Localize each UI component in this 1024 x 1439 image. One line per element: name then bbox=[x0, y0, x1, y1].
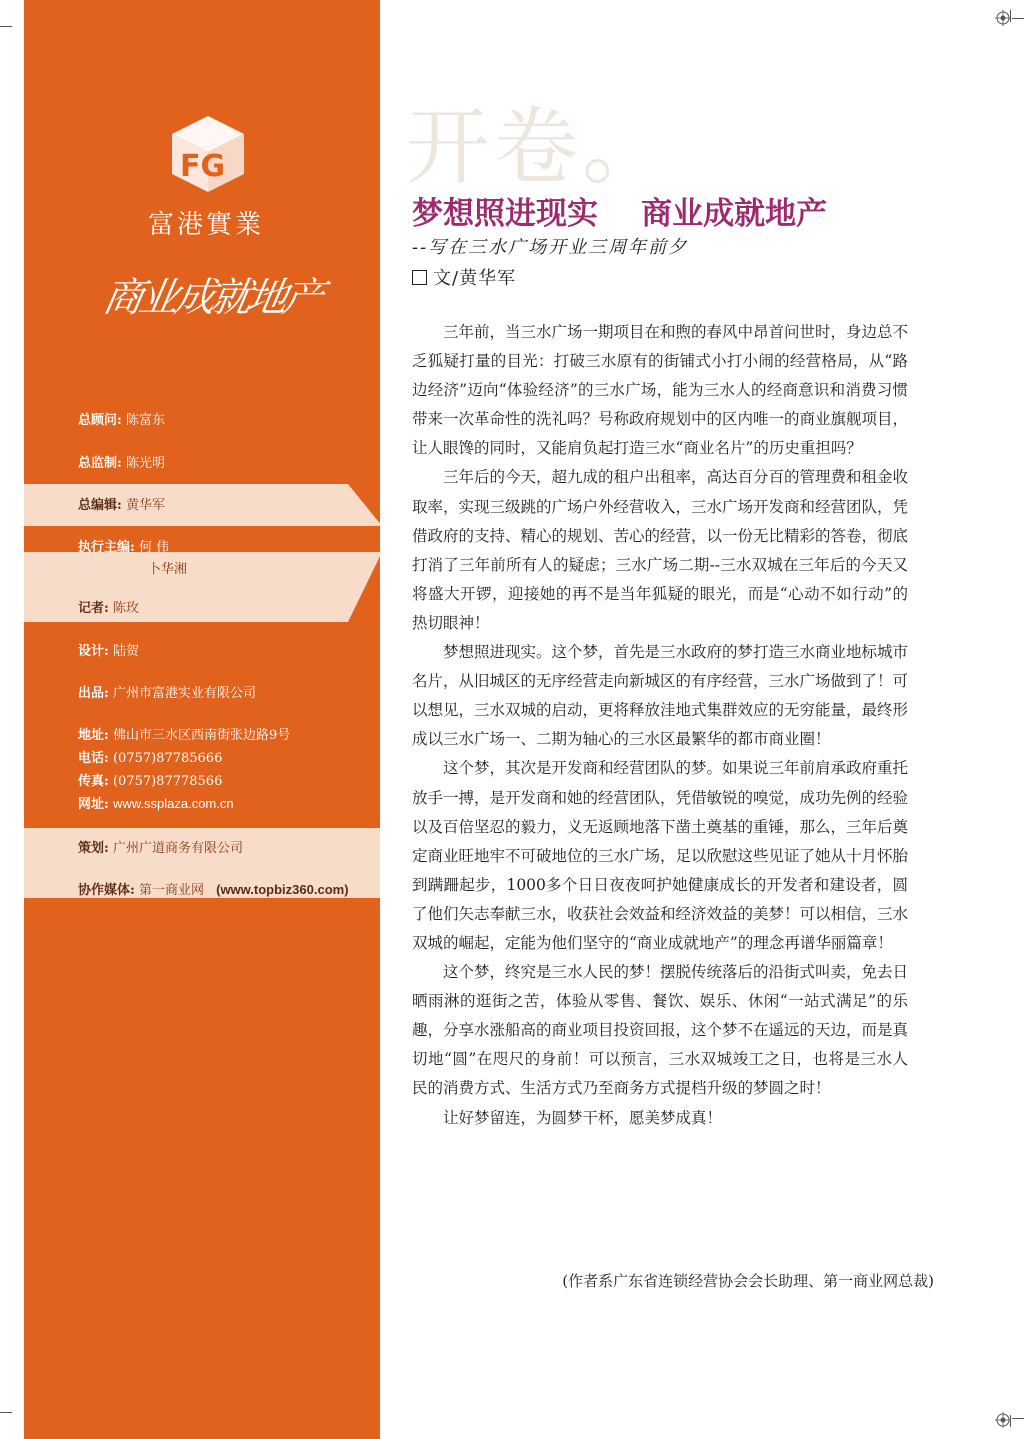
credit-label: 出品: bbox=[78, 686, 109, 701]
credit-producer bbox=[78, 682, 256, 701]
credit-label: 地址: bbox=[78, 728, 109, 743]
credit-label: 总监制: bbox=[78, 456, 122, 471]
credit-label: 协作媒体: bbox=[78, 883, 135, 898]
credit-media bbox=[78, 879, 349, 898]
section-mark: 开卷。 bbox=[406, 98, 671, 196]
credit-planning bbox=[78, 837, 243, 856]
credit-exec-editor bbox=[78, 536, 169, 555]
company-name: 富港實業 bbox=[148, 210, 265, 240]
media-url-link[interactable]: (www.topbiz360.com) bbox=[216, 882, 349, 897]
credit-reporter bbox=[78, 597, 139, 616]
article-paragraph: 梦想照进现实。这个梦，首先是三水政府的梦打造三水商业地标城市名片，从旧城区的无序经营走向新城区的有序经营，三水广场做到了！可以想见，三水双城的启动，更将释放洼地式集群效应的无穷能量，最终形成以三水广场一、二期为轴心的三水区最繁华的都市商业圈！ bbox=[412, 643, 909, 749]
registration-mark-icon bbox=[995, 1412, 1011, 1428]
credit-value: 陈富东 bbox=[125, 413, 165, 428]
credit-label: 策划: bbox=[78, 841, 109, 856]
credit-value: (0757)87785666 bbox=[112, 751, 223, 766]
credit-design bbox=[78, 640, 139, 659]
article-byline bbox=[412, 264, 516, 290]
credit-label: 设计: bbox=[78, 644, 109, 659]
article-subtitle: --写在三水广场开业三周年前夕 bbox=[412, 237, 689, 258]
credit-phone bbox=[78, 747, 222, 766]
slogan: 商业成就地产 bbox=[99, 275, 324, 321]
crop-mark bbox=[1012, 1418, 1024, 1419]
article-paragraph: 三年后的今天，超九成的租户出租率，高达百分百的管理费和租金收取率，实现三级跳的广场户外经营收入，三水广场开发商和经营团队，凭借政府的支持、精心的规划、苦心的经营，以一份无比精彩的答卷，彻底打消了三年前所有人的疑虑；三水广场二期--三水双城在三年后的今天又将盛大开锣，迎接她的再不是当年狐疑的眼光，而是“心动不如行动”的热切眼神！ bbox=[412, 468, 909, 632]
credit-fax bbox=[78, 770, 222, 789]
credit-value: 陈玫 bbox=[112, 601, 139, 616]
credit-value: 黄华军 bbox=[125, 498, 165, 513]
credit-advisor bbox=[78, 409, 165, 428]
author-footnote: (作者系广东省连锁经营协会会长助理、第一商业网总裁) bbox=[562, 1272, 934, 1290]
credit-value: (0757)87778566 bbox=[112, 774, 223, 789]
fg-logo-icon bbox=[168, 112, 248, 196]
credit-chief-editor bbox=[78, 494, 165, 513]
article-paragraph: 让好梦留连，为圆梦干杯，愿美梦成真！ bbox=[443, 1108, 723, 1127]
credit-label: 总顾问: bbox=[78, 413, 122, 428]
checkbox-square-icon bbox=[412, 270, 427, 285]
article-title: 梦想照进现实 商业成就地产 bbox=[412, 196, 828, 232]
credit-website bbox=[78, 793, 234, 812]
credit-value: 陈光明 bbox=[125, 456, 165, 471]
credit-value: 卜华湘 bbox=[148, 562, 188, 577]
credit-value: 何 伟 bbox=[138, 540, 170, 555]
credit-label: 总编辑: bbox=[78, 498, 122, 513]
registration-mark-icon bbox=[995, 10, 1011, 26]
credit-label: 网址: bbox=[78, 797, 109, 812]
credit-supervisor bbox=[78, 452, 165, 471]
article-paragraph: 这个梦，终究是三水人民的梦！摆脱传统落后的沿街式叫卖，免去日晒雨淋的逛街之苦，体验从零售、餐饮、娱乐、休闲“一站式满足”的乐趣，分享水涨船高的商业项目投资回报，这个梦不在遥远的天边，而是真切地“圆”在咫尺的身前！可以预言，三水双城竣工之日，也将是三水人民的消费方式、生活方式乃至商务方式提档升级的梦圆之时！ bbox=[412, 963, 909, 1098]
crop-mark bbox=[0, 26, 12, 27]
credit-address bbox=[78, 724, 290, 743]
logo-text: FG bbox=[180, 149, 226, 184]
credit-label: 传真: bbox=[78, 774, 109, 789]
crop-mark bbox=[1012, 18, 1024, 19]
credit-value: 佛山市三水区西南街张边路9号 bbox=[112, 728, 291, 743]
credit-value: 陆贺 bbox=[112, 644, 139, 659]
article-paragraph: 这个梦，其次是开发商和经营团队的梦。如果说三年前肩承政府重托放手一搏，是开发商和她的经营团队，凭借敏锐的嗅觉，成功先例的经验以及百倍坚忍的毅力，义无返顾地落下凿土奠基的重锤，那么，三年后奠定商业旺地牢不可破地位的三水广场，足以欣慰这些见证了她从十月怀胎到蹒跚起步，1000多个日日夜夜呵护她健康成长的开发者和建设者，圆了他们矢志奉献三水，收获社会效益和经济效益的美梦！可以相信，三水双城的崛起，定能为他们坚守的“商业成就地产”的理念再谱华丽篇章！ bbox=[412, 759, 909, 952]
credit-value: 广州市富港实业有限公司 bbox=[112, 686, 256, 701]
credit-label: 执行主编: bbox=[78, 540, 135, 555]
website-link[interactable]: www.ssplaza.com.cn bbox=[112, 796, 234, 811]
credit-value: 广州广道商务有限公司 bbox=[112, 841, 243, 856]
byline-text: 文/黄华军 bbox=[433, 268, 517, 289]
article-paragraph: 三年前，当三水广场一期项目在和煦的春风中昂首问世时，身边总不乏狐疑打量的目光：打破三水原有的街铺式小打小闹的经营格局，从“路边经济”迈向“体验经济”的三水广场，能为三水人的经商意识和消费习惯带来一次革命性的洗礼吗？号称政府规划中的区内唯一的商业旗舰项目，让人眼馋的同时，又能肩负起打造三水“商业名片”的历史重担吗？ bbox=[412, 323, 909, 458]
credit-label: 记者: bbox=[78, 601, 109, 616]
credit-exec-editor-2 bbox=[148, 558, 187, 577]
credit-value: 第一商业网 bbox=[138, 883, 204, 898]
credit-label: 电话: bbox=[78, 751, 109, 766]
crop-mark bbox=[0, 1412, 12, 1413]
article-body bbox=[412, 318, 908, 1133]
